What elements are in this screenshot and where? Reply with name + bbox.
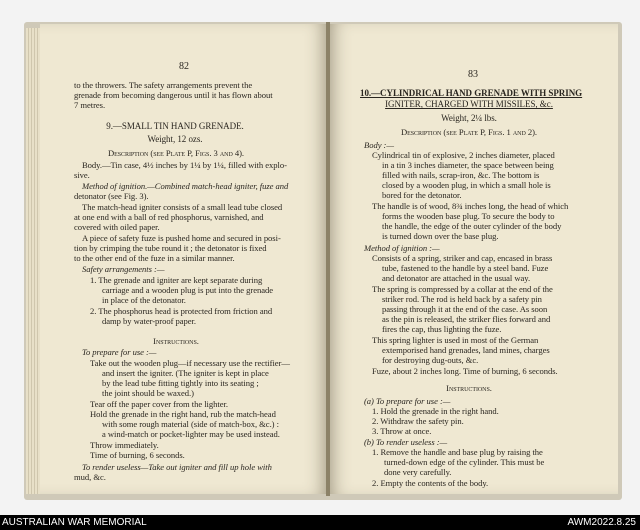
text-line: to the other end of the fuze in a similar manner. [74,253,235,263]
text-line: covered with oiled paper. [74,222,160,232]
text-line: A piece of safety fuze is pushed home and secured in posi- [82,233,281,243]
text-line: Take out the wooden plug—if necessary use the rectifier— [90,358,290,368]
text-line: tion by crimping the tube round it ; the detonator is fixed [74,243,267,253]
page-number-left: 82 [179,61,189,72]
text-line: Time of burning, 6 seconds. [90,450,185,460]
text-line: by the lead tube fitting tightly into its seating ; [102,378,259,388]
footer-bar [0,515,640,530]
text-line: extemporised hand grenades, land mines, charges [382,345,550,355]
text-line: This spring lighter is used in most of the German [372,335,539,345]
text-line: to the throwers. The safety arrangements prevent the [74,80,253,90]
footer-credit: AUSTRALIAN WAR MEMORIAL [2,517,147,528]
text-line: bored for the detonator. [382,190,462,200]
text-line: mud, &c. [74,472,106,482]
text-line: 2. Empty the contents of the body. [372,478,489,488]
text-line: The spring is compressed by a collar at the end of the [372,284,553,294]
text-line: fires the cap, thus lighting the fuze. [382,324,502,334]
section-subheading: IGNITER, CHARGED WITH MISSILES, &c. [385,99,553,109]
text-line: Tear off the paper cover from the lighter. [90,399,228,409]
text-line: as the pin is released, the striker flies forward and [382,314,551,324]
text-line: carriage and a wooden plug is put into the grenade [102,285,273,295]
weight-line: Weight, 12 ozs. [147,134,203,144]
text-line: with some rough material (side of match-box, &c.) : [102,419,279,429]
text-line: 1. Remove the handle and base plug by raising the [372,447,543,457]
text-line: damp by water-proof paper. [102,316,196,326]
text-line: in a tin 3 inches diameter, the space between being [382,160,554,170]
text-line: 3. Throw at once. [372,426,432,436]
instructions-heading: Instructions. [153,336,199,346]
text-line: striker rod. The rod is held back by a safety pin [382,294,542,304]
text-line: filled with nails, scrap-iron, &c. The bottom is [382,170,540,180]
text-line: Cylindrical tin of explosive, 2 inches diameter, placed [372,150,555,160]
text-line: detonator (see Fig. 3). [74,191,149,201]
text-line: The match-head igniter consists of a small lead tube closed [82,202,283,212]
text-line: closed by a wooden plug, in which a small hole is [382,180,551,190]
text-line: grenade from becoming dangerous until it has flown about [74,90,273,100]
text-line: (b) To render useless :— [364,437,448,447]
text-line: and detonator are attached in the usual way. [382,273,531,283]
right-page [328,24,618,494]
text-line: Throw immediately. [90,440,159,450]
text-line: Body.—Tin case, 4½ inches by 1¼ by 1¼, filled with explo- [82,160,287,170]
text-line: Method of ignition.—Combined match-head igniter, fuze and [82,181,289,191]
text-line: Hold the grenade in the right hand, rub the match-head [90,409,276,419]
text-line: at one end with a ball of red phosphorus, varnished, and [74,212,264,222]
text-line: Consists of a spring, striker and cap, encased in brass [372,253,553,263]
section-heading: 10.—CYLINDRICAL HAND GRENADE WITH SPRING [360,88,583,98]
text-line: 1. The grenade and igniter are kept separate during [90,275,263,285]
text-line: 1. Hold the grenade in the right hand. [372,406,499,416]
text-line: (a) To prepare for use :— [364,396,451,406]
text-line: is turned down over the base plug. [382,231,499,241]
left-page [40,24,328,494]
text-line: Body :— [364,140,394,150]
footer-accession-number: AWM2022.8.25 [567,517,636,528]
text-line: the handle, the edge of the outer cylinder of the body [382,221,562,231]
text-line: done very carefully. [384,467,452,477]
text-line: 2. Withdraw the safety pin. [372,416,464,426]
text-line: The handle is of wood, 8¾ inches long, the head of which [372,201,569,211]
book-gutter [326,22,330,496]
text-line: Method of ignition :— [364,243,440,253]
text-line: the joint should be waxed.) [102,388,194,398]
text-line: for destroying dug-outs, &c. [382,355,479,365]
text-line: a wind-match or pocket-lighter may be used instead. [102,429,280,439]
text-line: and insert the igniter. (The igniter is kept in place [102,368,269,378]
text-line: To prepare for use :— [82,347,157,357]
instructions-heading: Instructions. [446,383,492,393]
description-heading: Description (see Plate P, Figs. 1 and 2). [400,127,537,137]
weight-line: Weight, 2¼ lbs. [441,113,497,123]
text-line: Fuze, about 2 inches long. Time of burning, 6 seconds. [372,366,558,376]
page-number-right: 83 [468,69,478,80]
text-line: Safety arrangements :— [82,264,165,274]
text-line: in place of the detonator. [102,295,186,305]
text-line: To render useless—Take out igniter and fill up hole with [82,462,272,472]
text-line: passing through it at the end of the case. As soon [382,304,548,314]
text-line: sive. [74,170,90,180]
text-line: turned-down edge of the cylinder. This must be [384,457,545,467]
description-heading: Description (see Plate P, Figs. 3 and 4). [107,148,244,158]
text-line: 7 metres. [74,100,106,110]
text-line: tube, fastened to the handle by a steel band. Fuze [382,263,549,273]
text-line: forms the wooden base plug. To secure the body to [382,211,555,221]
text-line: 2. The phosphorus head is protected from friction and [90,306,273,316]
section-heading: 9.—SMALL TIN HAND GRENADE. [106,121,244,131]
